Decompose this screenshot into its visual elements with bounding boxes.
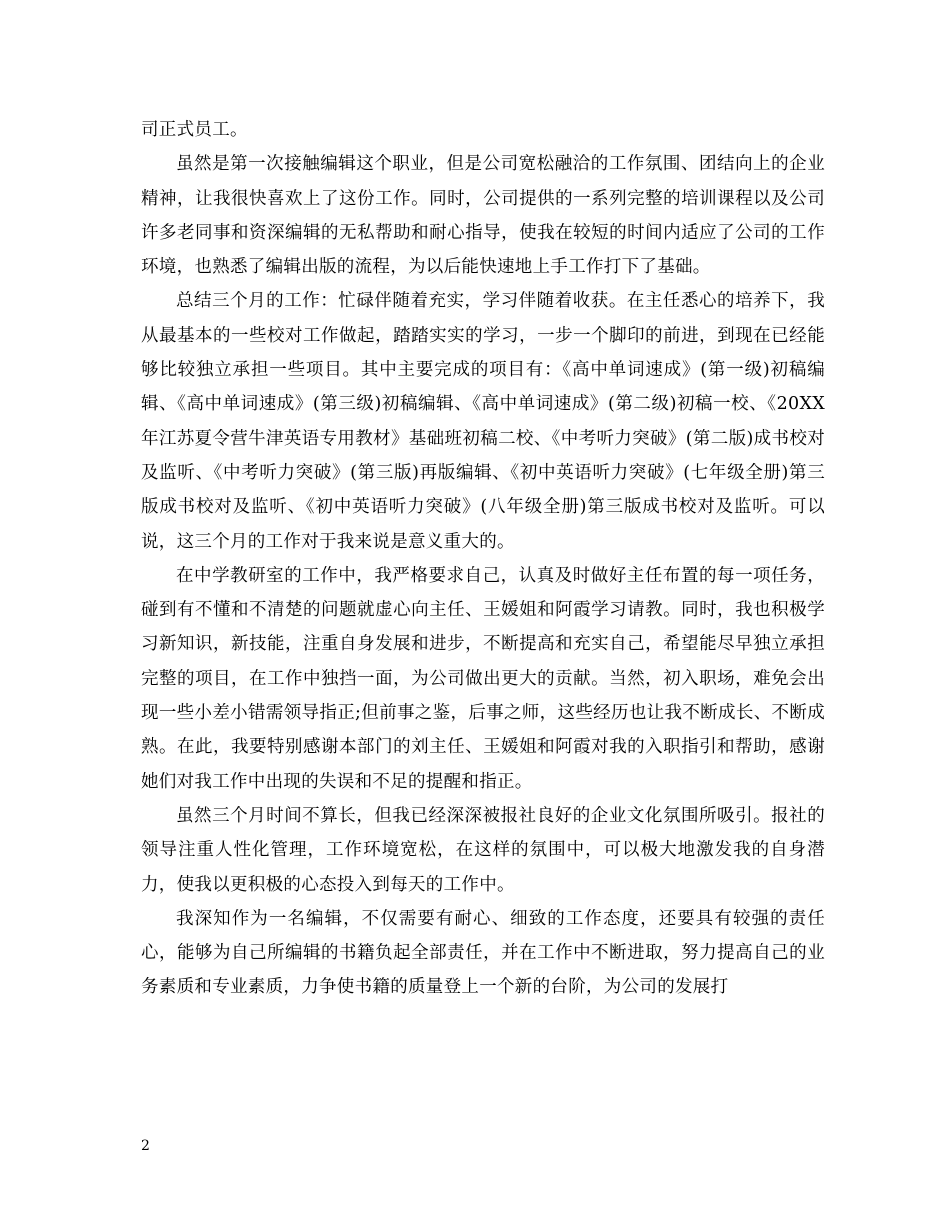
paragraph-company-culture: 虽然三个月时间不算长，但我已经深深被报社良好的企业文化氛围所吸引。报社的领导注重人性化管理，工作环境宽松，在这样的氛围中，可以极大地激发我的自身潜力，使我以更积极的心态投入到每天的工作中。: [141, 805, 825, 895]
body-text: [141, 113, 825, 1005]
paragraph-research-office: 在中学教研室的工作中，我严格要求自己，认真及时做好主任布置的每一项任务，碰到有不懂和不清楚的问题就虚心向主任、王媛姐和阿霞学习请教。同时，我也积极学习新知识，新技能，注重自身发展和进步，不断提高和充实自己，希望能尽早独立承担完整的项目，在工作中独挡一面，为公司做出更大的贡献。当然，初入职场，难免会出现一些小差小错需领导指正;但前事之鉴，后事之师，这些经历也让我不断成长、不断成熟。在此，我要特别感谢本部门的刘主任、王媛姐和阿霞对我的入职指引和帮助，感谢她们对我工作中出现的失误和不足的提醒和指正。: [141, 565, 825, 792]
page-number: 2: [141, 1138, 150, 1154]
paragraph-editor-responsibility: 我深知作为一名编辑，不仅需要有耐心、细致的工作态度，还要具有较强的责任心，能够为自己所编辑的书籍负起全部责任，并在工作中不断进取，努力提高自己的业务素质和专业素质，力争使书籍的质量登上一个新的台阶，为公司的发展打: [141, 908, 825, 998]
paragraph-first-contact: 虽然是第一次接触编辑这个职业，但是公司宽松融洽的工作氛围、团结向上的企业精神，让我很快喜欢上了这份工作。同时，公司提供的一系列完整的培训课程以及公司许多老同事和资深编辑的无私帮助和耐心指导，使我在较短的时间内适应了公司的工作环境，也熟悉了编辑出版的流程，为以后能快速地上手工作打下了基础。: [141, 154, 825, 278]
paragraph-continuation: 司正式员工。: [141, 120, 248, 140]
paragraph-three-months-summary: 总结三个月的工作：忙碌伴随着充实，学习伴随着收获。在主任悉心的培养下，我从最基本的一些校对工作做起，踏踏实实的学习，一步一个脚印的前进，到现在已经能够比较独立承担一些项目。其中主要完成的项目有：《高中单词速成》(第一级)初稿编辑、《高中单词速成》(第三级)初稿编辑、《高中单词速成》(第二级)初稿一校、《20XX年江苏夏令营牛津英语专用教材》基础班初稿二校、《中考听力突破》(第二版)成书校对及监听、《中考听力突破》(第三版)再版编辑、《初中英语听力突破》(七年级全册)第三版成书校对及监听、《初中英语听力突破》(八年级全册)第三版成书校对及监听。可以说，这三个月的工作对于我来说是意义重大的。: [141, 291, 825, 552]
